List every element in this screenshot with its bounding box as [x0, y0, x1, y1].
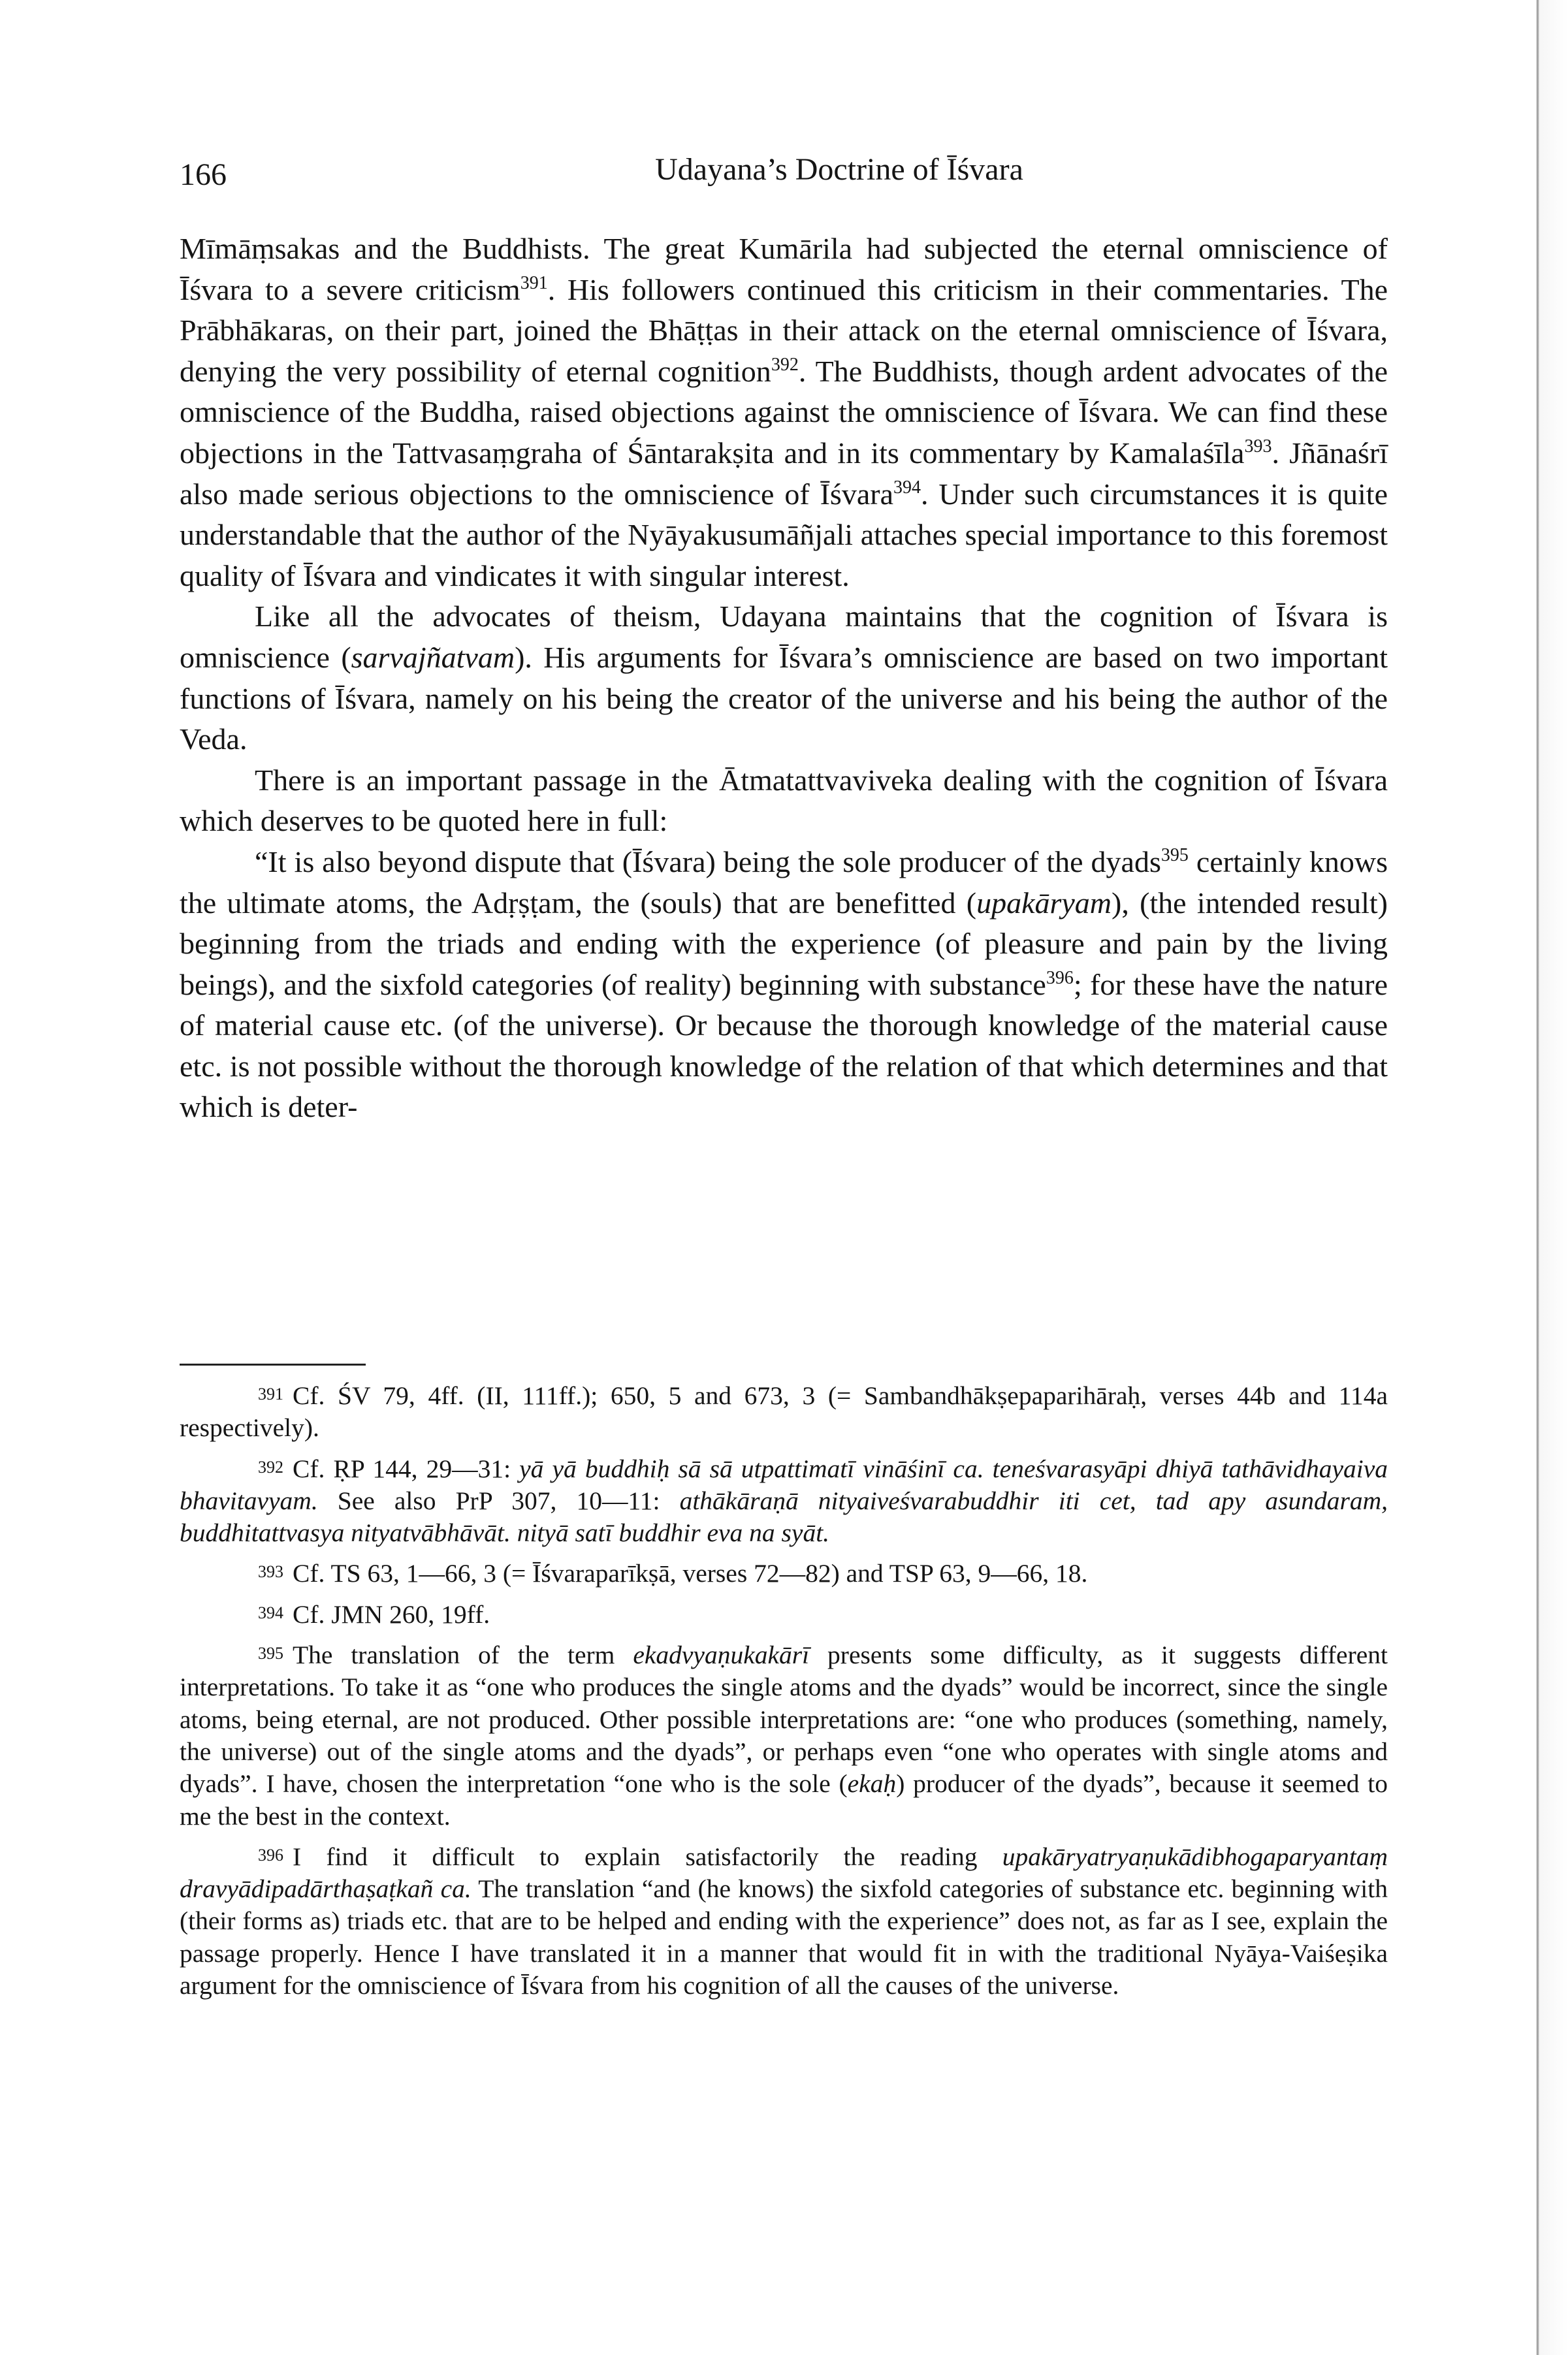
footnote-391: 391 Cf. ŚV 79, 4ff. (II, 111ff.); 650, 5 and 673, 3 (= Sambandhākṣepaparihāraḥ, verses 44b and 114a respectively). — [180, 1381, 1388, 1443]
paragraph-1: Mīmāṃsakas and the Buddhists. The great Kumārila had subjected the eternal omniscience of Īśvara to a severe criticism$^{391}$. His followers continued this criticism in their commentaries. The Prābhākaras, on their part, joined the Bhāṭṭas in their attack on the eternal omniscience of Īśvara, denying the very possibility of eternal cognition$^{392}$. The Buddhists, though ardent advocates of the omniscience of the Buddha, raised objections against the omniscience of Īśvara. We can find these objections in the Tattvasaṃgraha of Śāntarakṣita and in its commentary by Kamalaśīla$^{393}$. Jñānaśrī also made serious objections to the omniscience of Īśvara$^{394}$. Under such circumstances it is quite understandable that the author of the Nyāyakusumāñjali attaches special importance to this foremost quality of Īśvara and vindicates it with singular interest. — [180, 232, 1388, 592]
footnote-number: 395 — [258, 1644, 283, 1663]
paragraph-4-quotation: “It is also beyond dispute that (Īśvara) being the sole producer of the dyads$^{395}$ certainly knows the ultimate atoms, the Adṛṣṭam, the (souls) that are benefitted (upakāryam), (the intended result) beginning from the triads and ending with the experience (of pleasure and pain by the living beings), and the sixfold categories (of reality) beginning with substance$^{396}$; for these have the nature of material cause etc. (of the universe). Or because the thorough knowledge of the material cause etc. is not possible without the thorough knowledge of the relation of that which determines and that which is deter- — [180, 844, 1388, 1124]
footnote-ref-394: 394 — [893, 477, 921, 498]
footnote-396: 396 I find it difficult to explain satisfactorily the reading upakāryatryaṇukādibhogaparyantaṃ dravyādipadārthaṣaṭkañ ca. The translation “and (he knows) the sixfold categories of substance etc. beginning with (their forms as) triads etc. that are to be helped and ending with the experience” does not, as far as I see, explain the passage properly. Hence I have translated it in a manner that would fit in with the traditional Nyāya-Vaiśeṣika argument for the omniscience of Īśvara from his cognition of all the causes of the universe. — [180, 1842, 1388, 2000]
main-text — [180, 229, 1388, 1128]
footnote-number: 392 — [258, 1457, 283, 1477]
footnote-394: 394 Cf. JMN 260, 19ff. — [258, 1599, 490, 1629]
paragraph-2: Like all the advocates of theism, Udayana maintains that the cognition of Īśvara is omniscience (sarvajñatvam). His arguments for Īśvara’s omniscience are based on two important functions of Īśvara, namely on his being the creator of the universe and his being the author of the Veda. — [180, 600, 1388, 756]
footnote-number: 391 — [258, 1385, 283, 1403]
footnote-393: 393 Cf. TS 63, 1—66, 3 (= Īśvaraparīkṣā, verses 72—82) and TSP 63, 9—66, 18. — [258, 1559, 1088, 1588]
footnote-ref-395: 395 — [1160, 844, 1189, 865]
page-number: 166 — [180, 157, 227, 192]
footnote-divider — [180, 1364, 366, 1366]
footnotes — [180, 1378, 1388, 2008]
footnote-ref-392: 392 — [771, 354, 799, 375]
footnote-number: 394 — [258, 1603, 283, 1622]
scan-edge-shadow — [1539, 0, 1568, 2355]
footnote-ref-393: 393 — [1244, 436, 1272, 457]
page-header — [180, 152, 1388, 197]
footnote-number: 393 — [258, 1562, 283, 1582]
paragraph-3: There is an important passage in the Ātmatattvaviveka dealing with the cognition of Īśvara which deserves to be quoted here in full: — [180, 763, 1388, 838]
footnote-392: 392 Cf. ṚP 144, 29—31: yā yā buddhiḥ sā sā utpattimatī vināśinī ca. teneśvarasyāpi dhiyā tathāvidhayaiva bhavitavyam. See also PrP 307, 10—11: athākāraṇā nityaiveśvarabuddhir iti cet, tad apy asundaram, buddhitattvasya nityatvābhāvāt. nityā satī buddhir eva na syāt. — [180, 1454, 1388, 1548]
running-title: Udayana’s Doctrine of Īśvara — [655, 152, 1023, 187]
footnote-ref-396: 396 — [1046, 967, 1074, 988]
footnote-ref-391: 391 — [520, 272, 548, 293]
footnote-395: 395 The translation of the term ekadvyaṇukakārī presents some difficulty, as it suggests different interpretations. To take it as “one who produces the single atoms and the dyads” would be incorrect, since the single atoms, being eternal, are not produced. Other possible interpretations are: “one who produces (something, namely, the universe) out of the single atoms and the dyads”, or perhaps even “one who operates with single atoms and dyads”. I have, chosen the interpretation “one who is the sole (ekaḥ) producer of the dyads”, because it seemed to me the best in the context. — [180, 1641, 1388, 1831]
footnote-number: 396 — [258, 1845, 283, 1865]
